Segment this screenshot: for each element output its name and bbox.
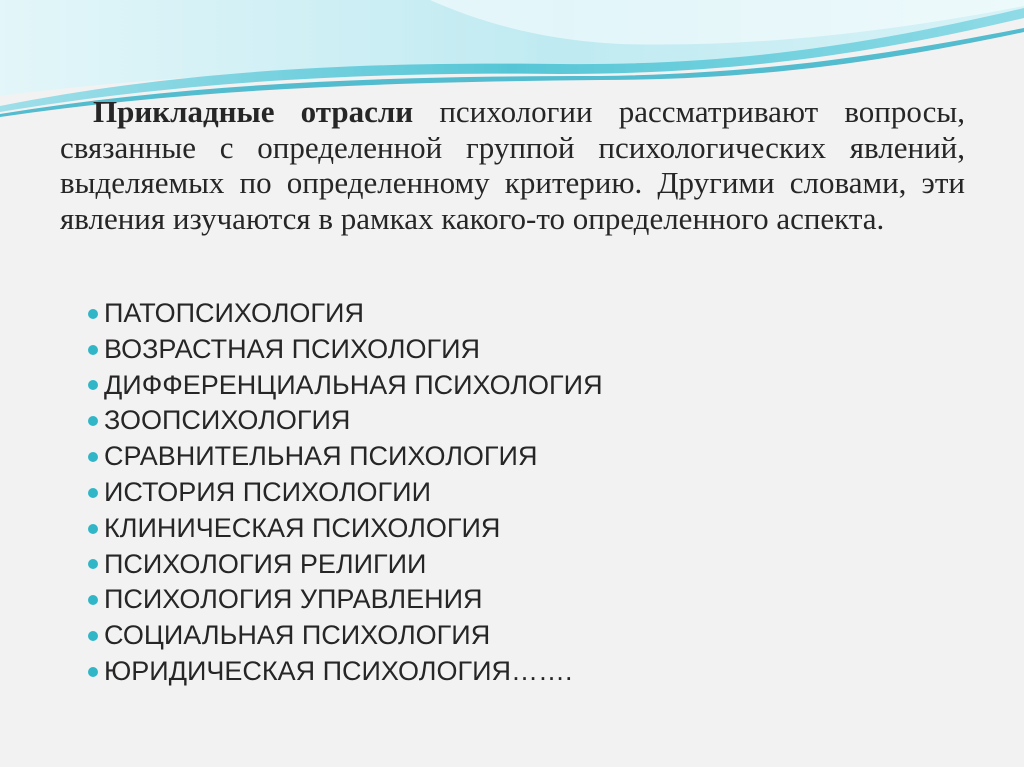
list-item <box>88 296 603 332</box>
intro-bold-term: Прикладные отрасли <box>93 94 414 129</box>
bullet-icon <box>88 631 98 641</box>
list-item <box>88 511 603 547</box>
list-item <box>88 475 603 511</box>
list-item-label: ПСИХОЛОГИЯ РЕЛИГИИ <box>104 548 427 579</box>
list-item-label: ПСИХОЛОГИЯ УПРАВЛЕНИЯ <box>104 584 483 615</box>
branch-list <box>88 296 603 690</box>
bullet-icon <box>88 452 98 462</box>
list-item <box>88 618 603 654</box>
bullet-icon <box>88 667 98 677</box>
bullet-icon <box>88 559 98 569</box>
list-item-label: ПАТОПСИХОЛОГИЯ <box>104 298 364 328</box>
list-item <box>88 439 603 475</box>
list-item-label: ИСТОРИЯ ПСИХОЛОГИИ <box>104 476 431 507</box>
intro-text: психологии рассматривают вопросы, связанные с определенной группой психологических явлений, выделяемых по определенному критерию. Другими словами, эти явления изучаются в рамках какого-то определенного аспекта. <box>60 94 965 236</box>
list-item <box>88 368 603 404</box>
list-item-label: СОЦИАЛЬНАЯ ПСИХОЛОГИЯ <box>104 620 491 651</box>
list-item-label: СРАВНИТЕЛЬНАЯ ПСИХОЛОГИЯ <box>104 441 538 472</box>
list-item <box>88 403 603 439</box>
bullet-icon <box>88 309 98 319</box>
bullet-icon <box>88 524 98 534</box>
bullet-icon <box>88 345 98 355</box>
list-item-label: КЛИНИЧЕСКАЯ ПСИХОЛОГИЯ <box>104 512 501 543</box>
list-item <box>88 582 603 618</box>
intro-paragraph <box>60 94 965 236</box>
list-item <box>88 547 603 583</box>
list-item-label: ДИФФЕРЕНЦИАЛЬНАЯ ПСИХОЛОГИЯ <box>104 369 603 400</box>
bullet-icon <box>88 416 98 426</box>
list-item-label: ЮРИДИЧЕСКАЯ ПСИХОЛОГИЯ……. <box>104 655 573 686</box>
list-item <box>88 654 603 690</box>
list-item-label: ЗООПСИХОЛОГИЯ <box>104 405 351 436</box>
bullet-icon <box>88 595 98 605</box>
list-item <box>88 332 603 368</box>
bullet-icon <box>88 380 98 390</box>
list-item-label: ВОЗРАСТНАЯ ПСИХОЛОГИЯ <box>104 333 481 364</box>
bullet-icon <box>88 488 98 498</box>
